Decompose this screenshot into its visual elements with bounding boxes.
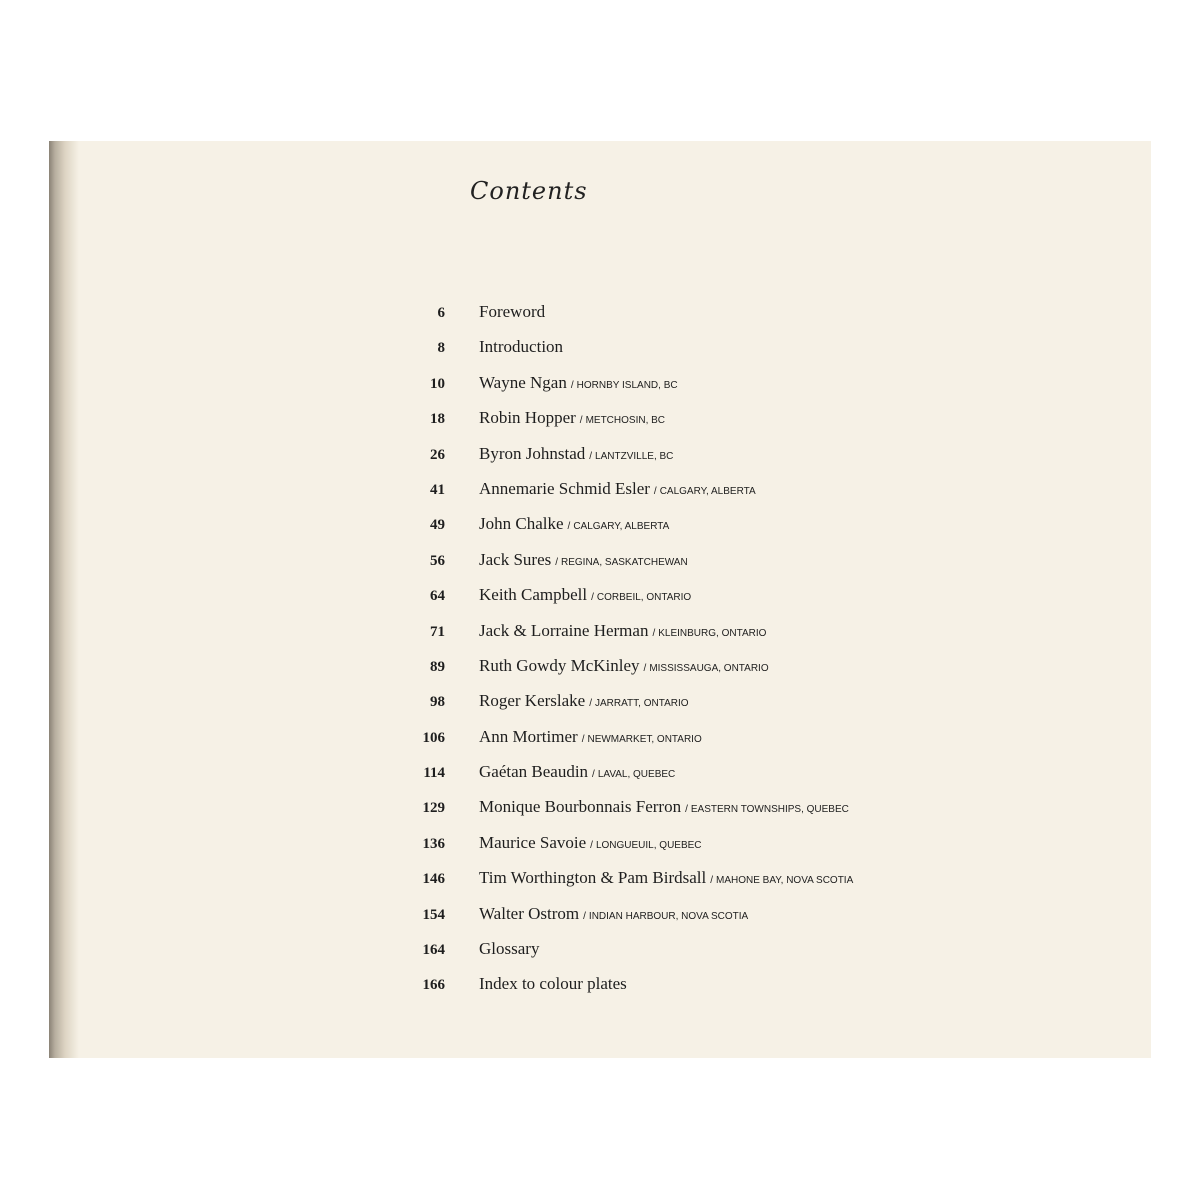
toc-entry <box>399 302 853 337</box>
page-number: 18 <box>430 411 445 428</box>
entry-title: Keith Campbell <box>479 585 588 605</box>
toc-entry <box>399 337 853 372</box>
toc-entry <box>399 691 853 726</box>
toc-entry <box>399 585 853 620</box>
location-separator: / <box>581 733 585 745</box>
page-number: 166 <box>422 977 445 994</box>
toc-entry <box>399 514 853 549</box>
toc-entry <box>399 727 853 762</box>
entry-location: INDIAN HARBOUR, NOVA SCOTIA <box>588 910 749 922</box>
entry-title: Introduction <box>479 337 564 357</box>
entry-location: CALGARY, ALBERTA <box>573 521 670 533</box>
entry-location: LONGUEUIL, QUEBEC <box>595 839 702 851</box>
page-number: 106 <box>422 729 445 746</box>
location-separator: / <box>652 627 656 639</box>
toc-entry <box>399 833 853 868</box>
toc-entry <box>399 444 853 479</box>
entry-title: Maurice Savoie <box>479 832 587 852</box>
location-separator: / <box>685 804 688 816</box>
entry-location: LANTZVILLE, BC <box>595 450 674 462</box>
entry-location: MISSISSAUGA, ONTARIO <box>649 662 769 674</box>
toc-entry <box>399 762 853 797</box>
toc-entry <box>399 621 853 656</box>
location-separator: / <box>583 910 586 922</box>
entry-title: Index to colour plates <box>479 974 627 994</box>
page-number: 26 <box>430 446 445 463</box>
toc-entry <box>399 550 853 585</box>
toc-entry <box>399 904 853 939</box>
book-page <box>49 141 1151 1058</box>
entry-title: Foreword <box>479 302 546 321</box>
page-number: 136 <box>422 835 445 852</box>
location-separator: / <box>567 521 571 533</box>
page-number: 129 <box>422 800 445 817</box>
entry-title: Jack Sures <box>479 549 552 569</box>
location-separator: / <box>555 556 559 568</box>
toc-entry <box>399 373 853 408</box>
entry-title: John Chalke <box>479 514 564 534</box>
page-number: 114 <box>423 765 445 782</box>
page-number: 164 <box>422 942 445 959</box>
entry-location: JARRATT, ONTARIO <box>595 698 689 710</box>
entry-title: Gaétan Beaudin <box>479 762 589 782</box>
table-of-contents <box>399 302 853 1010</box>
page-number: 146 <box>422 871 445 888</box>
toc-entry <box>399 974 853 1009</box>
location-separator: / <box>592 769 595 781</box>
page-number: 64 <box>430 588 445 605</box>
entry-title: Glossary <box>479 939 540 959</box>
page-number: 41 <box>430 481 445 498</box>
page-number: 49 <box>430 517 445 534</box>
entry-location: MAHONE BAY, NOVA SCOTIA <box>716 875 854 887</box>
page-number: 56 <box>430 552 445 569</box>
page-number: 89 <box>430 658 445 675</box>
entry-title: Wayne Ngan <box>479 372 567 392</box>
location-separator: / <box>589 450 593 462</box>
page-number: 71 <box>430 623 445 640</box>
contents-heading: Contents <box>470 177 588 205</box>
entry-location: REGINA, SASKATCHEWAN <box>561 556 688 568</box>
entry-title: Jack & Lorraine Herman <box>479 620 649 640</box>
page-number: 6 <box>437 305 445 321</box>
entry-location: LAVAL, QUEBEC <box>597 769 676 781</box>
toc-entry <box>399 479 853 514</box>
toc-entry <box>399 797 853 832</box>
entry-title: Ann Mortimer <box>479 726 578 746</box>
page-number: 8 <box>437 340 445 357</box>
entry-location: CORBEIL, ONTARIO <box>596 592 692 604</box>
entry-title: Roger Kerslake <box>479 691 586 711</box>
toc-entry <box>399 408 853 443</box>
entry-title: Ruth Gowdy McKinley <box>479 655 640 675</box>
toc-entry <box>399 656 853 691</box>
entry-title: Tim Worthington & Pam Birdsall <box>479 868 707 888</box>
location-separator: / <box>653 485 657 497</box>
toc-entry <box>399 868 853 903</box>
entry-location: KLEINBURG, ONTARIO <box>658 627 767 639</box>
location-separator: / <box>590 839 593 851</box>
entry-location: METCHOSIN, BC <box>585 415 666 427</box>
entry-title: Byron Johnstad <box>479 443 586 463</box>
location-separator: / <box>570 379 574 391</box>
entry-location: EASTERN TOWNSHIPS, QUEBEC <box>690 804 849 816</box>
entry-title: Robin Hopper <box>479 408 576 428</box>
page-number: 10 <box>430 375 445 392</box>
page-number: 98 <box>430 694 445 711</box>
entry-title: Monique Bourbonnais Ferron <box>479 797 682 817</box>
page-binding-edge <box>49 141 79 1058</box>
location-separator: / <box>589 698 592 710</box>
entry-location: HORNBY ISLAND, BC <box>576 379 678 391</box>
toc-entry <box>399 939 853 974</box>
entry-title: Annemarie Schmid Esler <box>479 478 650 498</box>
location-separator: / <box>579 415 583 427</box>
location-separator: / <box>591 592 594 604</box>
entry-location: NEWMARKET, ONTARIO <box>587 733 702 745</box>
entry-title: Walter Ostrom <box>479 903 580 923</box>
location-separator: / <box>643 662 647 674</box>
page-number: 154 <box>422 906 445 923</box>
location-separator: / <box>710 875 713 887</box>
entry-location: CALGARY, ALBERTA <box>659 485 756 497</box>
